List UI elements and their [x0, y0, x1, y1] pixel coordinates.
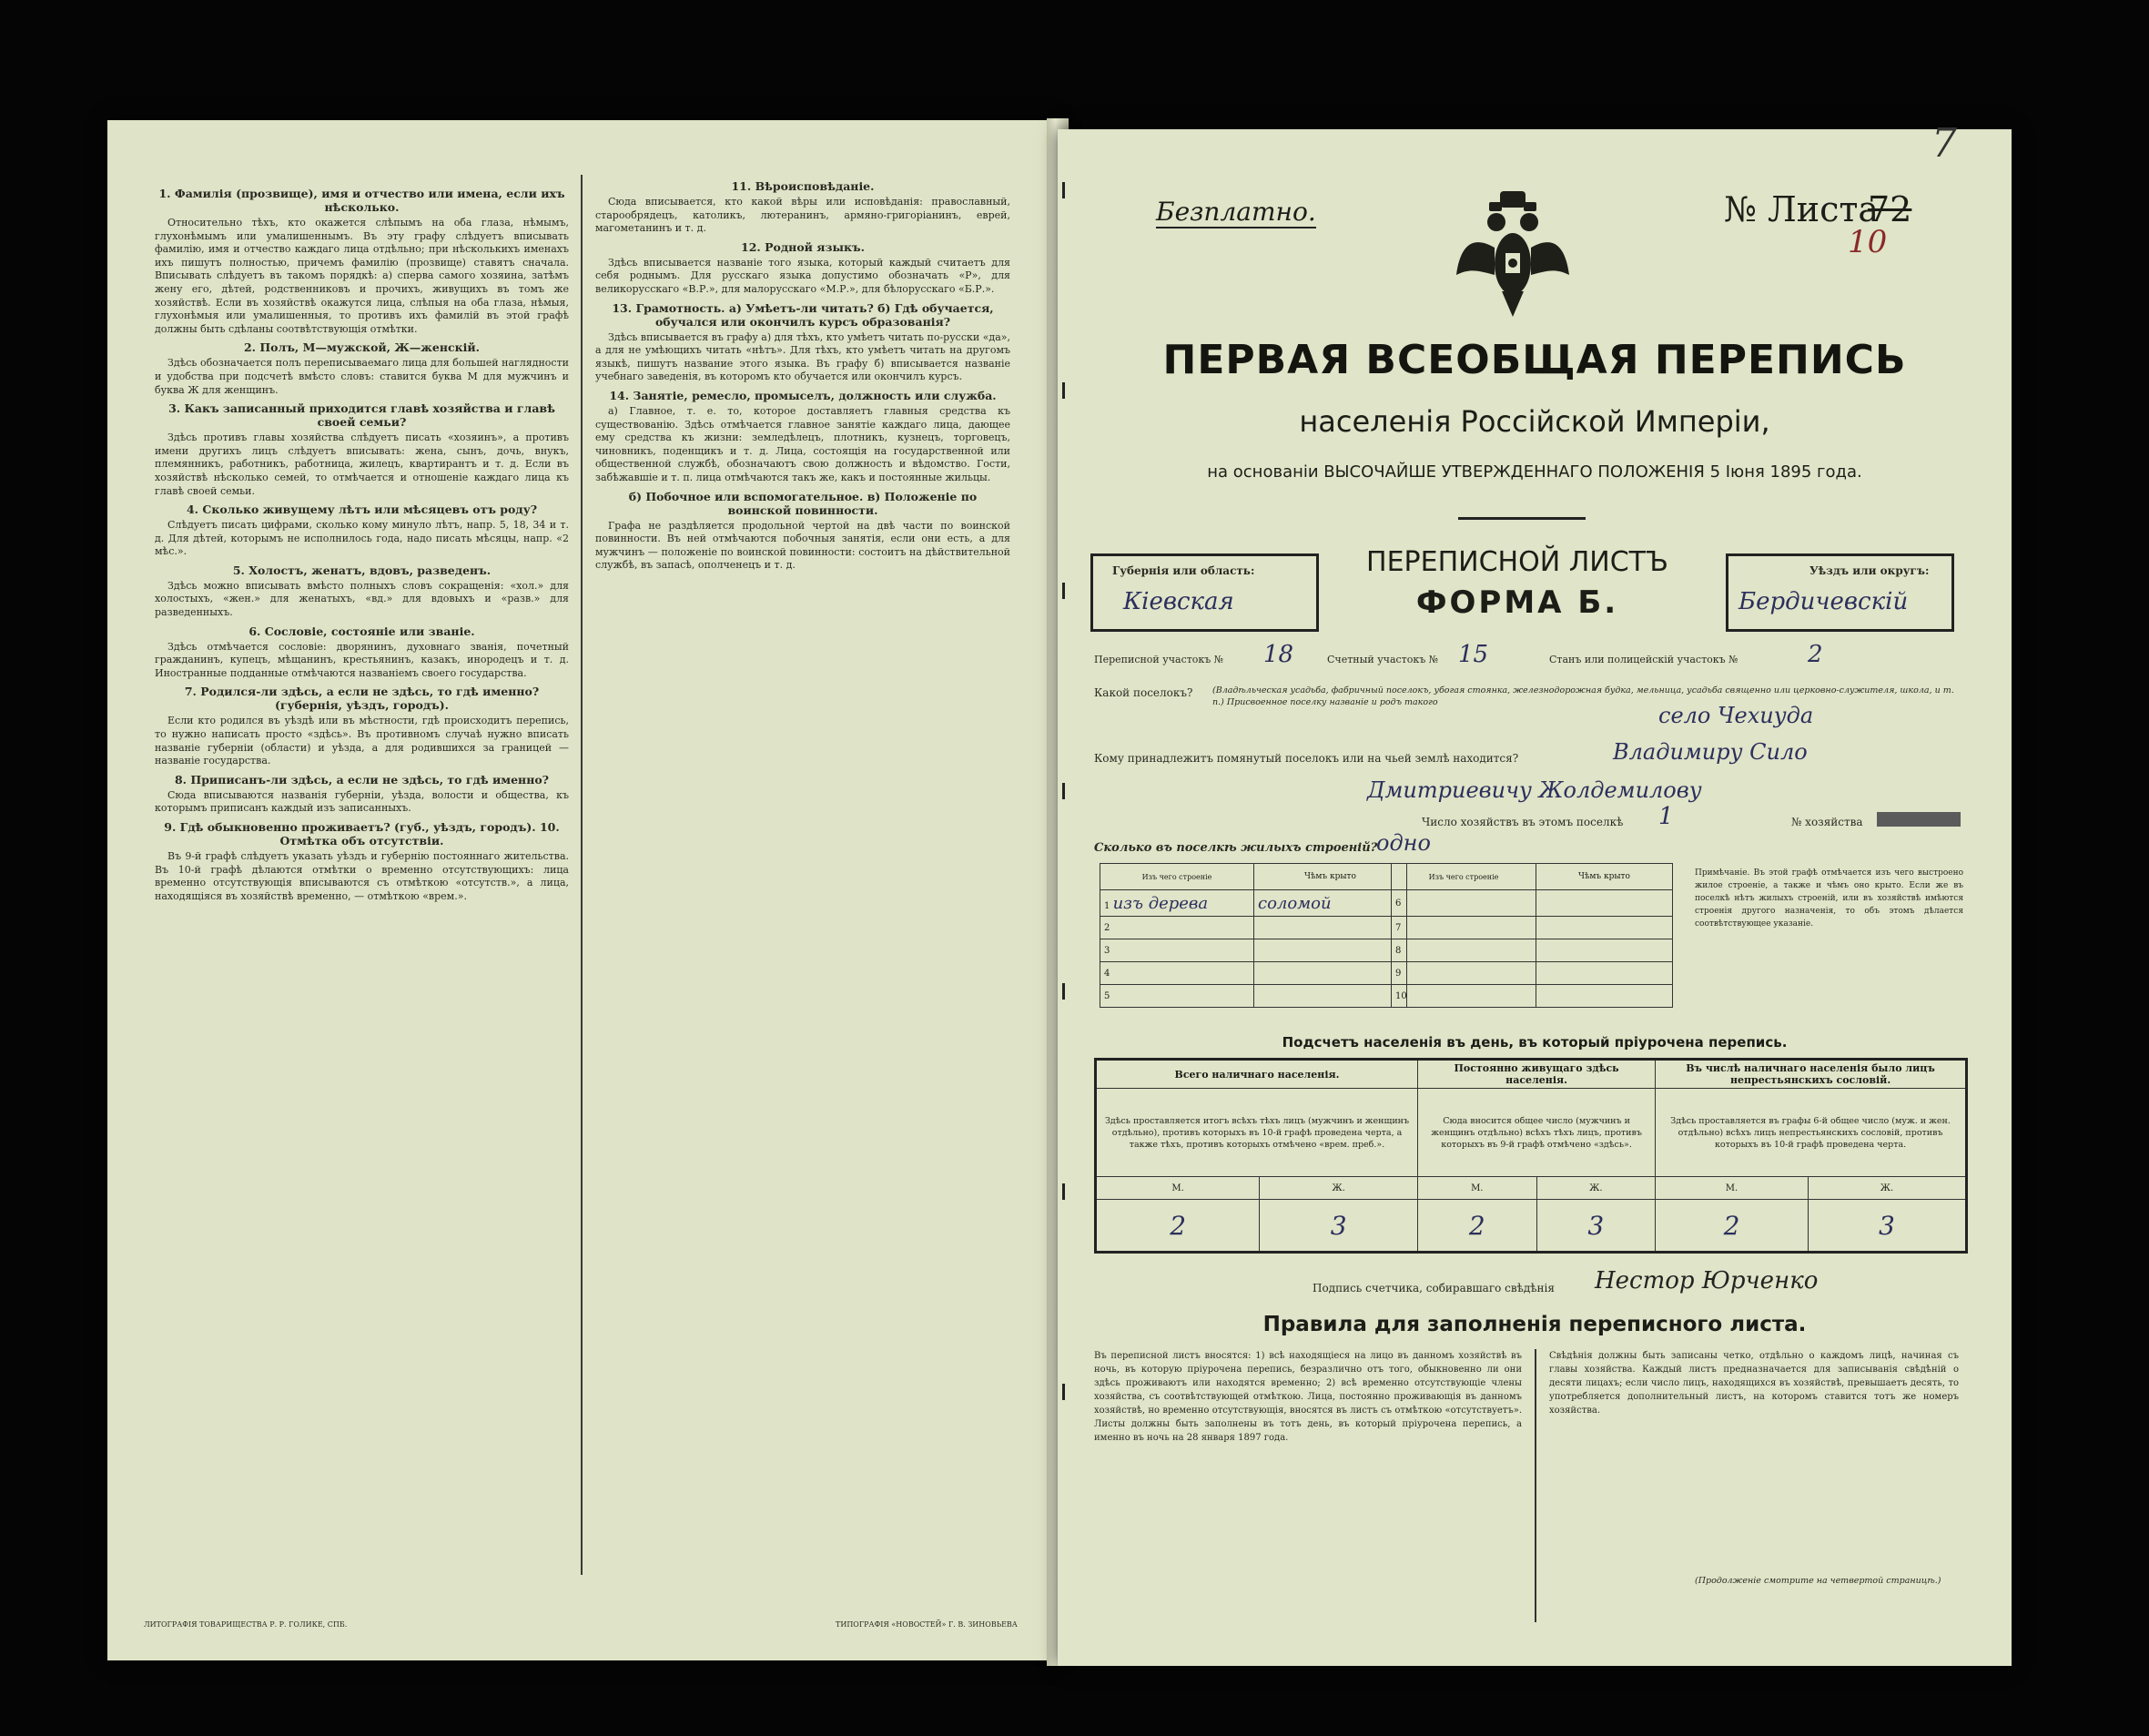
- right-page: [1058, 120, 2012, 1666]
- schetny-label: Счетный участокъ №: [1327, 654, 1439, 665]
- count-header-non-peasant: Въ числѣ наличнаго населенія было лицъ непрестьянскихъ сословій.: [1656, 1060, 1967, 1089]
- count-header-total: Всего наличнаго населенія.: [1096, 1060, 1418, 1089]
- section-heading: 14. Занятіе, ремесло, промыселъ, должность или служба.: [609, 388, 997, 402]
- row-number: 7: [1392, 917, 1536, 939]
- row-number: 1: [1104, 900, 1110, 911]
- row-number: 10: [1392, 985, 1536, 1008]
- rules-right: Свѣдѣнія должны быть записаны четко, отдѣльно о каждомъ лицѣ, начиная съ главы хозяйства. Каждый листъ предназначается для записыванія свѣдѣній о десяти лицахъ; если число лицъ, находящихся въ хозяйствѣ, превышаетъ десять, то употребляется дополнительный листъ, на которомъ ставится тотъ же номеръ хозяйства.: [1549, 1351, 1959, 1416]
- row-number: 5: [1100, 985, 1254, 1008]
- section-heading: 3. Какъ записанный приходится главѣ хозяйства и главѣ своей семьи?: [168, 401, 555, 430]
- instructions-column-2: [595, 175, 1010, 576]
- population-count-table: [1094, 1058, 1968, 1254]
- section-text: Здѣсь обозначается полъ переписываемаго лица для большей наглядности и удобства при подсчетѣ вмѣсто словъ: ставится буква М для мужчинъ и буква Ж для женщинъ.: [155, 357, 569, 396]
- census-subtitle: населенія Россійской Имперіи,: [1299, 404, 1770, 439]
- sheet-number-value: 72: [1868, 189, 1912, 229]
- count-value: 3: [1260, 1200, 1418, 1253]
- section-text: Здѣсь отмѣчается сословіе: дворянинъ, духовнаго званія, почетный гражданинъ, купецъ, мѣщанинъ, крестьянинъ, казакъ, инородецъ и т. д. Иностранные подданные отмѣчаются названіемъ своего государства.: [155, 640, 569, 679]
- count-value: 2: [1656, 1200, 1809, 1253]
- gubernia-label: Губернія или область:: [1112, 564, 1255, 577]
- form-name: ФОРМА Б.: [1415, 584, 1619, 621]
- signature-value: Нестор Юрченко: [1595, 1267, 1819, 1294]
- binding-stitch: [1062, 983, 1065, 1000]
- section-text: Слѣдуетъ писать цифрами, сколько кому минуло лѣтъ, напр. 5, 18, 34 и т. д. Для дѣтей, которымъ не исполнилось года, надо писать мѣсяцы, напр. «2 мѣс.».: [155, 519, 569, 558]
- footer-left: ЛИТОГРАФІЯ ТОВАРИЩЕСТВА Р. Р. ГОЛИКЕ, СПБ.: [144, 1620, 348, 1629]
- count-header-permanent: Постоянно живущаго здѣсь населенія.: [1418, 1060, 1656, 1089]
- section-heading: 2. Полъ, М—мужской, Ж—женскій.: [243, 340, 481, 355]
- section-heading: 12. Родной языкъ.: [741, 239, 865, 254]
- double-headed-eagle-icon: [1453, 184, 1573, 320]
- perepisnoy-value: 18: [1263, 641, 1294, 668]
- count-mf-label: М.: [1656, 1177, 1809, 1200]
- footer-right: ТИПОГРАФІЯ «НОВОСТЕЙ» Г. В. ЗИНОВЬЕВА: [836, 1620, 1018, 1629]
- section-text: Здѣсь противъ главы хозяйства слѣдуетъ писать «хозяинъ», а противъ имени другихъ лицъ слѣдуетъ вписывать: жена, сынъ, дочь, внукъ, племянникъ, работникъ, работница, жилецъ, квартирантъ и т. д. Если въ хозяйствѣ нѣсколько семей, то отмѣчается и отношеніе каждаго лица къ главѣ своей семьи.: [155, 431, 569, 497]
- rules-title: Правила для заполненія переписного листа.: [1262, 1313, 1807, 1336]
- count-value: 3: [1808, 1200, 1966, 1253]
- rules-left: Въ переписной листъ вносятся: 1) всѣ находящіеся на лицо въ данномъ хозяйствѣ въ ночь, въ которую пріурочена перепись, безразлично отъ того, обыкновенно ли они здѣсь проживаютъ или находятся временно; 2) всѣ временно отсутствующіе члены хозяйства, съ соотвѣтствующей отмѣткою. Лица, постоянно проживающія въ данномъ хозяйствѣ, но временно отсутствующія, вносятся въ листъ съ отмѣткою «отсутствуетъ». Листы должны быть заполнены въ тотъ день, въ который пріурочена перепись, а именно въ ночь на 28 января 1897 года.: [1094, 1351, 1522, 1443]
- section-text: а) Главное, т. е. то, которое доставляетъ главныя средства къ существованію. Здѣсь отмѣчается главное занятіе каждаго лица, дающее ему средства къ жизни: земледѣлецъ, плотникъ, кузнецъ, торговецъ, чиновникъ, поденщикъ и т. д. Лица, состоящія на государственной или общественной службѣ, обозначаютъ свою должность и вѣдомство. Гости, забѣжавшіе и т. п. лица отмѣчаются такъ же, какъ и постоянные жильцы.: [595, 404, 1010, 483]
- count-value: 2: [1418, 1200, 1537, 1253]
- uezd-value: Бердичевскій: [1738, 588, 1909, 615]
- buildings-header-material: Изъ чего строеніе: [1100, 864, 1254, 890]
- section-text: Здѣсь вписывается въ графу а) для тѣхъ, кто умѣетъ читать по-русски «да», а для не умѣющихъ читать «нѣтъ». Для тѣхъ, кто умѣетъ читать на другомъ языкѣ, пишутъ название этого языка. Въ графу б) вписывается названіе учебнаго заведенія, въ которомъ кто обучается или окончилъ курсъ.: [595, 330, 1010, 383]
- section-text: Здѣсь вписывается названіе того языка, который каждый считаетъ для себя роднымъ. Для русскаго языка допустимо обозначать «Р», для великорусскаго «В.Р.», для малорусскаго «М.Р.», для бѣлорусскаго «Б.Р.».: [595, 256, 1010, 295]
- row1-material: изъ дерева: [1112, 893, 1209, 913]
- buildings-header-roof: Чѣмъ крыто: [1254, 864, 1407, 890]
- binding-stitch: [1062, 1384, 1065, 1400]
- stan-label: Станъ или полицейскій участокъ №: [1549, 654, 1738, 665]
- settlement-value: село Чехиуда: [1658, 703, 1814, 728]
- census-title: ПЕРВАЯ ВСЕОБЩАЯ ПЕРЕПИСЬ: [1162, 337, 1907, 383]
- rules-divider: [1535, 1349, 1536, 1622]
- perepisnoy-label: Переписной участокъ №: [1094, 654, 1224, 665]
- row-number: 3: [1100, 939, 1254, 962]
- buildings-header-roof: Чѣмъ крыто: [1536, 864, 1673, 890]
- buildings-header-material: Изъ чего строеніе: [1392, 864, 1536, 890]
- count-mf-label: Ж.: [1536, 1177, 1656, 1200]
- binding-stitch: [1062, 1183, 1065, 1200]
- section-text: Графа не раздѣляется продольной чертой на двѣ части по воинской повинности. Въ ней отмѣчаются побочныя занятія, если они есть, а для мужчинъ — положеніе по воинской повинности: состоитъ на дѣйствительной службѣ, въ запасѣ, ополченецъ и т. д.: [595, 519, 1010, 572]
- section-text: Въ 9-й графѣ слѣдуетъ указать уѣздъ и губернію постояннаго жительства. Въ 10-й графѣ дѣлаются отмѣтки о временно отсутствующихъ: лица временно отсутствующія вписываются съ отмѣткою «отсутств.», а лица, находящіяся въ хозяйствѣ временно, — отмѣткою «врем.».: [155, 850, 569, 902]
- signature-label: Подпись счетчика, собиравшаго свѣдѣнія: [1313, 1282, 1555, 1294]
- binding-stitch: [1062, 182, 1065, 198]
- instructions-column-1: [155, 182, 569, 907]
- count-note-non-peasant: Здѣсь проставляется въ графы 6-й общее число (муж. и жен. отдѣльно) всѣхъ лицъ непрестьянскихъ сословій, противъ которыхъ въ 10-й графѣ проведена черта.: [1656, 1089, 1967, 1177]
- section-heading: 4. Сколько живущему лѣтъ или мѣсяцевъ отъ роду?: [186, 503, 538, 517]
- section-text: Здѣсь можно вписывать вмѣсто полныхъ словъ сокращенія: «хол.» для холостыхъ, «жен.» для женатыхъ, «вд.» для вдовыхъ и «разв.» для разведенныхъ.: [155, 579, 569, 619]
- sheet-number-handwritten: 10: [1848, 224, 1888, 260]
- binding-stitch: [1062, 382, 1065, 399]
- household-no-label: № хозяйства: [1791, 816, 1863, 828]
- buildings-table-right: [1391, 863, 1673, 1008]
- section-heading: 8. Приписанъ-ли здѣсь, а если не здѣсь, то гдѣ именно?: [174, 772, 550, 787]
- count-mf-label: М.: [1418, 1177, 1537, 1200]
- count-note-permanent: Сюда вносится общее число (мужчинъ и женщинъ отдѣльно) всѣхъ тѣхъ лицъ, противъ которыхъ въ 9-й графѣ отмѣчено «здѣсь».: [1418, 1089, 1656, 1177]
- schetny-value: 15: [1458, 641, 1489, 668]
- buildings-value: одно: [1376, 830, 1431, 856]
- settlement-note: (Владѣльческая усадьба, фабричный поселокъ, убогая стоянка, железнодорожная будка, мельница, усадьба священно или церковно-служителя, школа, и т. п.) Присвоенное поселку названіе и родъ такого: [1212, 685, 1954, 707]
- section-heading: 6. Сословіе, состояніе или званіе.: [248, 624, 475, 638]
- section-text: Относительно тѣхъ, кто окажется слѣпымъ на оба глаза, нѣмымъ, глухонѣмымъ или умалишеннымъ. Въ эту графу слѣдуетъ вписывать фамилію, имя и отчество каждаго лица отдѣльно; при нѣсколькихъ именахъ ихъ пишутъ полностью, причемъ фамилію (прозвище) ставятъ сначала. Вписывать слѣдуетъ въ такомъ порядкѣ: а) сперва самого хозяина, затѣмъ жену его, дѣтей, родственниковъ и прочихъ, живущихъ въ томъ же хозяйствѣ. Если въ хозяйствѣ окажутся лица, слѣпыя на оба глаза, нѣмыя, глухонѣмыя или умалишенныя, то противъ ихъ фамилій въ этой графѣ должны быть сдѣланы соотвѣтствующія отмѣтки.: [155, 217, 569, 335]
- section-heading: 1. Фамилія (прозвище), имя и отчество или имена, если ихъ нѣсколько.: [158, 187, 565, 214]
- owner-value-2: Дмитриевичу Жолдемилову: [1367, 777, 1702, 803]
- owner-value-1: Владимиру Сило: [1613, 739, 1808, 765]
- section-heading: 11. Вѣроисповѣданіе.: [731, 179, 875, 193]
- row-number: 8: [1392, 939, 1536, 962]
- buildings-table-left: [1100, 863, 1407, 1008]
- owner-label: Кому принадлежитъ помянутый поселокъ или на чьей землѣ находится?: [1094, 752, 1519, 765]
- count-title: Подсчетъ населенія въ день, въ который пріурочена перепись.: [1282, 1034, 1788, 1051]
- section-heading: 5. Холостъ, женатъ, вдовъ, разведенъ.: [232, 563, 492, 577]
- households-value: 1: [1658, 803, 1674, 830]
- count-mf-label: Ж.: [1808, 1177, 1966, 1200]
- household-no-redacted: [1877, 812, 1961, 827]
- section-heading: 9. Гдѣ обыкновенно проживаетъ? (губ., уѣздъ, городъ). 10. Отмѣтка объ отсутствіи.: [164, 820, 560, 848]
- stan-value: 2: [1808, 641, 1823, 668]
- count-note-total: Здѣсь проставляется итогъ всѣхъ тѣхъ лицъ (мужчинъ и женщинъ отдѣльно), противъ которыхъ въ 10-й графѣ проведена черта, а также тѣхъ, противъ которыхъ отмѣчено «врем. преб.».: [1096, 1089, 1418, 1177]
- row-number: 6: [1392, 890, 1536, 917]
- left-page: [107, 120, 1058, 1660]
- section-text: Если кто родился въ уѣздѣ или въ мѣстности, гдѣ происходитъ перепись, то нужно написать просто «здѣсь». Въ противномъ случаѣ нужно вписать названіе губерніи (области) и уѣзда, а для родившихся за границей — названіе государства.: [155, 715, 569, 767]
- count-mf-label: Ж.: [1260, 1177, 1418, 1200]
- section-heading: 7. Родился-ли здѣсь, а если не здѣсь, то гдѣ именно? (губернія, уѣздъ, городъ).: [184, 685, 540, 713]
- count-value: 3: [1536, 1200, 1656, 1253]
- count-value: 2: [1096, 1200, 1260, 1253]
- free-label: Безплатно.: [1156, 197, 1316, 227]
- count-mf-label: М.: [1096, 1177, 1260, 1200]
- section-heading: б) Побочное или вспомогательное. в) Положеніе по воинской повинности.: [628, 489, 978, 517]
- row-number: 2: [1100, 917, 1254, 939]
- section-text: Сюда вписываются названія губерніи, уѣзда, волости и общества, къ которымъ приписанъ каждый изъ записанныхъ.: [155, 788, 569, 815]
- side-note: Примѣчаніе. Въ этой графѣ отмѣчается изъ чего выстроено жилое строеніе, а также и чѣмъ оно крыто. Если же въ поселкѣ нѣтъ жилыхъ строеній, или въ хозяйствѣ имѣются строенія другого назначенія, то объ этомъ дѣлается соотвѣтствующее указаніе.: [1695, 868, 1963, 929]
- continued-note: (Продолженіе смотрите на четвертой страницѣ.): [1695, 1576, 1941, 1586]
- section-text: Сюда вписывается, кто какой вѣры или исповѣданія: православный, старообрядецъ, католикъ, лютеранинъ, армяно-григоріанинъ, еврей, магометанинъ и т. д.: [595, 196, 1010, 235]
- gubernia-value: Кіевская: [1123, 588, 1234, 615]
- corner-number: 7: [1931, 120, 1957, 167]
- buildings-label: Сколько въ поселкѣ жилыхъ строеній?: [1094, 841, 1378, 855]
- row-number: 9: [1392, 962, 1536, 985]
- sheet-number-label: № Листа: [1724, 189, 1880, 229]
- census-basis: на основаніи ВЫСОЧАЙШЕ УТВЕРЖДЕННАГО ПОЛОЖЕНІЯ 5 Іюня 1895 года.: [1207, 462, 1862, 482]
- row-number: 4: [1100, 962, 1254, 985]
- households-label: Число хозяйствъ въ этомъ поселкѣ: [1422, 816, 1624, 828]
- column-divider: [581, 175, 583, 1575]
- binding-stitch: [1062, 783, 1065, 799]
- uezd-label: Уѣздъ или округъ:: [1809, 564, 1930, 577]
- binding-stitch: [1062, 583, 1065, 599]
- settlement-label: Какой поселокъ?: [1094, 686, 1193, 699]
- section-heading: 13. Грамотность. а) Умѣетъ-ли читать? б) Гдѣ обучается, обучался или окончилъ курсъ образованія?: [612, 300, 994, 329]
- row1-roof: соломой: [1254, 890, 1407, 917]
- form-title: ПЕРЕПИСНОЙ ЛИСТЪ: [1366, 546, 1668, 578]
- title-rule: [1458, 517, 1586, 520]
